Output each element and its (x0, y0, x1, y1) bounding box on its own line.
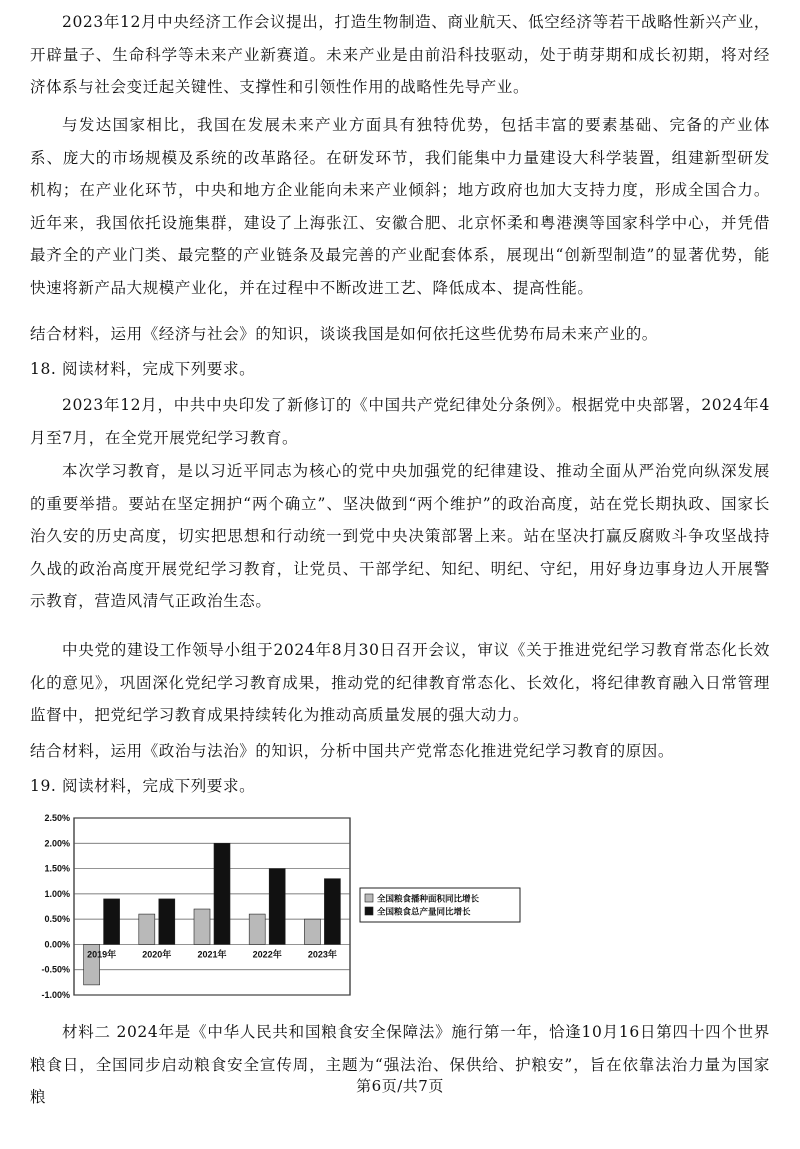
paragraph-study-education: 本次学习教育，是以习近平同志为核心的党中央加强党的纪律建设、推动全面从严治党向纵深发展的重要举措。要站在坚定拥护“两个确立”、坚决做到“两个维护”的政治高度，站在党长期执政、国家长治久安的历史高度，切实把思想和行动统一到党中央决策部署上来。站在坚决打赢反腐败斗争攻坚战持久战的政治高度开展党纪学习教育，让党员、干部学纪、知纪、明纪、守纪，用好身边事身边人开展警示教育，营造风清气正政治生态。 (30, 462, 770, 610)
bar-sown-area (304, 919, 320, 944)
legend-label: 全国粮食总产量同比增长 (377, 907, 471, 918)
y-tick-label: 2.00% (44, 838, 70, 849)
bar-total-output (214, 843, 230, 944)
grain-growth-bar-chart (30, 810, 530, 1005)
question-17-prompt: 结合材料，运用《经济与社会》的知识，谈谈我国是如何依托这些优势布局未来产业的。 (30, 325, 658, 343)
y-tick-label: 0.00% (44, 939, 70, 950)
paragraph-advantages: 与发达国家相比，我国在发展未来产业方面具有独特优势，包括丰富的要素基础、完备的产业体系、庞大的市场规模及系统的改革路径。在研发环节，我们能集中力量建设大科学装置，组建新型研发机构；在产业化环节，中央和地方企业能向未来产业倾斜；地方政府也加大支持力度，形成全国合力。近年来，我国依托设施集群，建设了上海张江、安徽合肥、北京怀柔和粤港澳等国家科学中心，并凭借最齐全的产业门类、最完整的产业链条及最完善的产业配套体系，展现出“创新型制造”的显著优势，能快速将新产品大规模产业化，并在过程中不断改进工艺、降低成本、提高性能。 (30, 116, 770, 297)
x-category-label: 2019年 (87, 949, 117, 960)
legend-swatch (365, 907, 373, 915)
chart-plot-area (41, 813, 520, 1000)
legend-label: 全国粮食播种面积同比增长 (377, 894, 480, 905)
paragraph-discipline-regulations: 2023年12月，中共中央印发了新修订的《中国共产党纪律处分条例》。根据党中央部署，2024年4月至7月，在全党开展党纪学习教育。 (30, 396, 770, 447)
bar-sown-area (139, 914, 155, 944)
x-category-label: 2022年 (252, 949, 282, 960)
question-18-prompt: 结合材料，运用《政治与法治》的知识，分析中国共产党常态化推进党纪学习教育的原因。 (30, 742, 675, 760)
y-tick-label: 0.50% (44, 914, 70, 925)
x-category-label: 2021年 (197, 949, 227, 960)
bar-total-output (104, 899, 120, 945)
paragraph-material-future-industry: 2023年12月中央经济工作会议提出，打造生物制造、商业航天、低空经济等若干战略性新兴产业，开辟量子、生命科学等未来产业新赛道。未来产业是由前沿科技驱动，处于萌芽期和成长初期，将对经济体系与社会变迁起关键性、支撑性和引领性作用的战略性先导产业。 (30, 13, 770, 96)
page-footer: 第6页/共7页 (356, 1077, 444, 1095)
bar-total-output (269, 869, 285, 945)
question-18-heading: 18. 阅读材料，完成下列要求。 (30, 360, 256, 378)
x-category-label: 2020年 (142, 949, 172, 960)
y-tick-label: 1.50% (44, 863, 70, 874)
question-19-heading: 19. 阅读材料，完成下列要求。 (30, 777, 256, 795)
y-tick-label: 1.00% (44, 888, 70, 899)
bar-sown-area (194, 909, 210, 944)
bar-sown-area (249, 914, 265, 944)
legend-swatch (365, 894, 373, 902)
x-category-label: 2023年 (307, 949, 337, 960)
bar-total-output (159, 899, 175, 945)
y-tick-label: 2.50% (44, 813, 70, 823)
bar-total-output (324, 879, 340, 945)
y-tick-label: -1.00% (41, 990, 70, 1000)
paragraph-material-two: 材料二 2024年是《中华人民共和国粮食安全保障法》施行第一年，恰逢10月16日第四十四个世界粮食日，全国同步启动粮食安全宣传周，主题为“强法治、保供给、护粮安”，旨在依靠法治力量为国家粮 (30, 1023, 770, 1106)
y-tick-label: -0.50% (41, 964, 70, 975)
paragraph-leadership-meeting: 中央党的建设工作领导小组于2024年8月30日召开会议，审议《关于推进党纪学习教育常态化长效化的意见》，巩固深化党纪学习教育成果，推动党的纪律教育常态化、长效化，将纪律教育融入日常管理监督中，把党纪学习教育成果持续转化为推动高质量发展的强大动力。 (30, 641, 770, 724)
